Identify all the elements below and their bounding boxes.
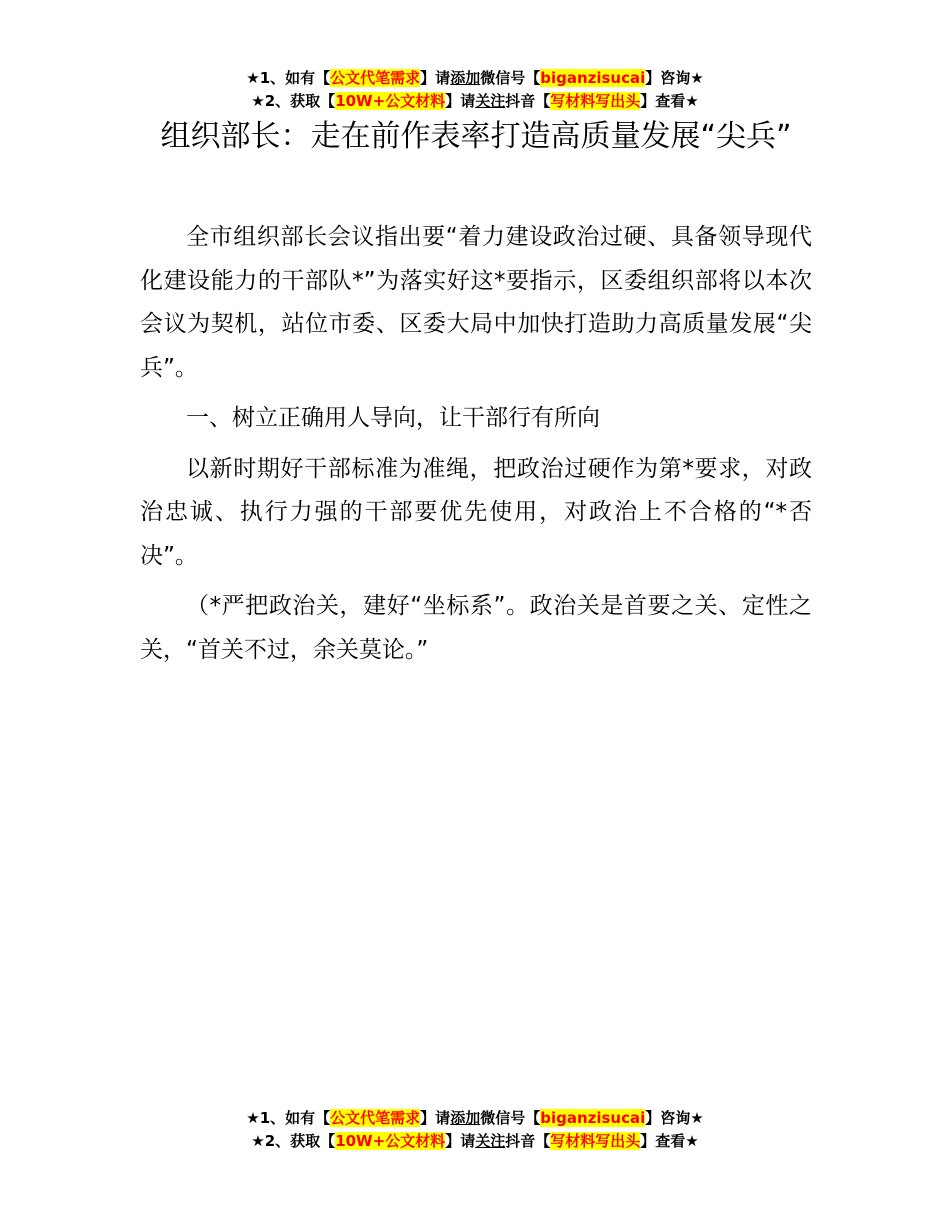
promo-wechat-id: biganzisucai	[540, 1109, 646, 1127]
promo-highlight: 10W+公文材料	[335, 1132, 446, 1150]
promo-text: 】请	[445, 1132, 476, 1150]
promo-text: 】查看★	[640, 1132, 699, 1150]
document-body	[140, 216, 812, 679]
paragraph: 全市组织部长会议指出要“着力建设政治过硬、具备领导现代化建设能力的干部队*”为落实好这*要指示，区委组织部将以本次会议为契机，站位市委、区委大局中加快打造助力高质量发展“尖兵”。	[140, 224, 812, 381]
promo-text: 】请	[420, 69, 451, 87]
promo-text: 】咨询★	[645, 1109, 704, 1127]
promo-underline: 关注	[475, 92, 506, 110]
promo-highlight: 10W+公文材料	[335, 92, 446, 110]
promo-text: ★1、如有【	[246, 69, 331, 87]
promo-text: 微信号【	[480, 1109, 541, 1127]
footer-promo-banner	[0, 1107, 950, 1153]
promo-text: 抖音【	[505, 1132, 551, 1150]
promo-line-1	[0, 67, 950, 90]
promo-wechat-id: biganzisucai	[540, 69, 646, 87]
promo-text: 微信号【	[480, 69, 541, 87]
promo-douyin-id: 写材料写出头	[550, 92, 641, 110]
promo-line-2	[0, 1130, 950, 1153]
paragraph: 以新时期好干部标准为准绳，把政治过硬作为第*要求，对政治忠诚、执行力强的干部要优先使用，对政治上不合格的“*否决”。	[140, 455, 812, 569]
promo-text: ★2、获取【	[251, 1132, 336, 1150]
promo-highlight: 公文代笔需求	[330, 69, 421, 87]
promo-douyin-id: 写材料写出头	[550, 1132, 641, 1150]
promo-text: 】查看★	[640, 92, 699, 110]
paragraph: （*严把政治关，建好“坐标系”。政治关是首要之关、定性之关，“首关不过，余关莫论。”	[140, 593, 812, 663]
promo-text: ★2、获取【	[251, 92, 336, 110]
promo-text: 】请	[445, 92, 476, 110]
promo-line-1	[0, 1107, 950, 1130]
promo-underline: 添加	[450, 69, 481, 87]
promo-line-2	[0, 90, 950, 113]
promo-text: 】咨询★	[645, 69, 704, 87]
document-title: 组织部长：走在前作表率打造高质量发展“尖兵”	[160, 119, 792, 154]
header-promo-banner	[0, 67, 950, 113]
promo-text: ★1、如有【	[246, 1109, 331, 1127]
promo-underline: 关注	[475, 1132, 506, 1150]
promo-text: 抖音【	[505, 92, 551, 110]
promo-underline: 添加	[450, 1109, 481, 1127]
promo-highlight: 公文代笔需求	[330, 1109, 421, 1127]
section-heading: 一、树立正确用人导向，让干部行有所向	[186, 405, 600, 431]
promo-text: 】请	[420, 1109, 451, 1127]
